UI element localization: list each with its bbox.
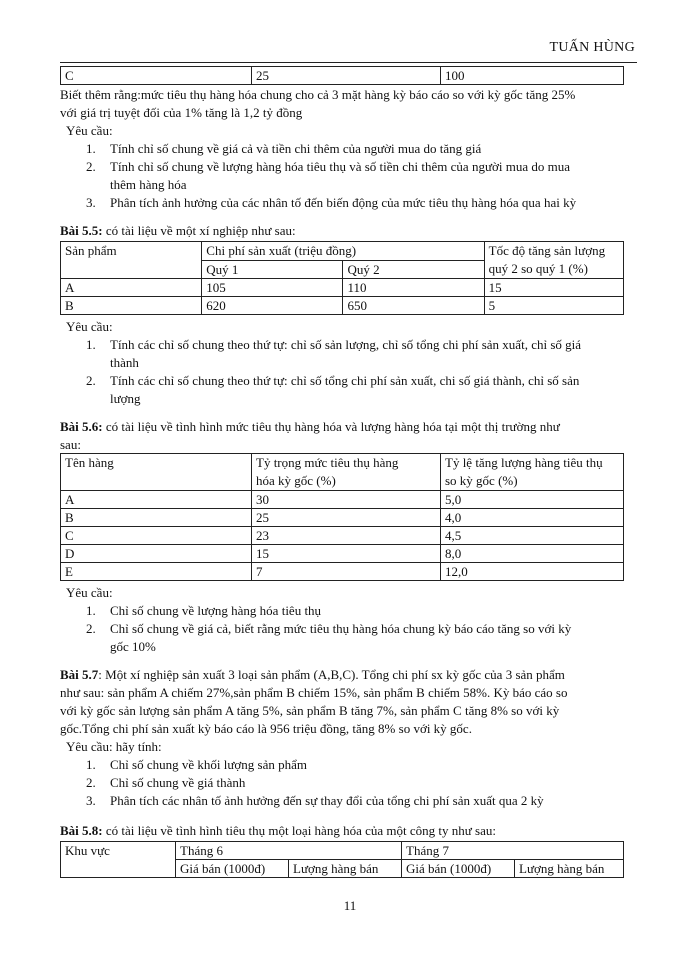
table-cell: C: [61, 527, 252, 545]
table-header: Tỷ trọng mức tiêu thụ hàng hóa kỳ gốc (%): [252, 454, 441, 491]
table-cell: B: [61, 297, 202, 315]
table-cell: 8,0: [441, 545, 624, 563]
list-item: Tính chỉ số chung về lượng hàng hóa tiêu thụ và số tiền chi thêm của người mua do mua: [110, 159, 570, 174]
list-number: 2.: [86, 775, 96, 790]
table-header: Sản phẩm: [61, 242, 202, 279]
exercise-desc: có tài liệu về tình hình tiêu thụ một loại hàng hóa của một công ty như sau:: [102, 823, 496, 838]
table-row: [61, 509, 624, 527]
table-cell: 23: [252, 527, 441, 545]
exercise-title: Bài 5.6:: [60, 419, 103, 434]
exercise-desc: có tài liệu về tình hình mức tiêu thụ hàng hóa và lượng hàng hóa tại một thị trường như: [102, 419, 560, 434]
table-header: Khu vực: [61, 842, 176, 878]
table-row: [61, 279, 624, 297]
list-number: 2.: [86, 373, 96, 388]
table-header: Giá bán (1000đ): [176, 860, 289, 878]
table-cell: 30: [252, 491, 441, 509]
table-cell: 25: [252, 509, 441, 527]
page-header: [60, 38, 637, 63]
table-cell: 620: [202, 297, 343, 315]
table-header: Tháng 6: [176, 842, 402, 860]
table-header: Lượng hàng bán: [515, 860, 624, 878]
top-table: [60, 66, 624, 85]
requirement-label: Yêu cầu: hãy tính:: [66, 739, 162, 754]
exercise-heading: [60, 222, 630, 240]
table-row: [61, 563, 624, 581]
list-number: 1.: [86, 337, 96, 352]
list-item: Chỉ số chung về giá cả, biết rằng mức tiêu thụ hàng hóa chung kỳ báo cáo tăng so với kỳ: [110, 621, 572, 636]
table-cell: 15: [252, 545, 441, 563]
table-cell: 12,0: [441, 563, 624, 581]
list-item: Chỉ số chung về lượng hàng hóa tiêu thụ: [110, 603, 322, 618]
intro-line: Biết thêm rằng:mức tiêu thụ hàng hóa chung cho cả 3 mặt hàng kỳ báo cáo so với kỳ gốc tăng 25%: [60, 87, 576, 102]
list-item: thành: [110, 355, 139, 370]
author-name: TUẤN HÙNG: [549, 40, 635, 55]
production-cost-table: [60, 241, 624, 315]
requirement-label: Yêu cầu:: [66, 585, 113, 600]
table-header: Tháng 7: [402, 842, 624, 860]
exercise-title: Bài 5.5:: [60, 223, 103, 238]
table-header: Giá bán (1000đ): [402, 860, 515, 878]
list-item: Phân tích các nhân tố ảnh hưởng đến sự thay đổi của tổng chi phí sản xuất qua 2 kỳ: [110, 793, 544, 808]
list-number: 1.: [86, 603, 96, 618]
table-cell: C: [61, 67, 252, 85]
table-header: Chi phí sản xuất (triệu đồng): [202, 242, 484, 261]
exercise-heading: [60, 822, 630, 840]
requirement-label: Yêu cầu:: [66, 123, 113, 138]
table-header: Tên hàng: [61, 454, 252, 491]
table-cell: 110: [343, 279, 484, 297]
table-cell: A: [61, 491, 252, 509]
exercise-desc: có tài liệu về một xí nghiệp như sau:: [102, 223, 296, 238]
table-cell: 5: [484, 297, 623, 315]
table-header: Tỷ lệ tăng lượng hàng tiêu thụ so kỳ gốc (%): [441, 454, 624, 491]
exercise-title: Bài 5.7: [60, 667, 99, 682]
table-cell: E: [61, 563, 252, 581]
exercise-desc: : Một xí nghiệp sản xuất 3 loại sản phẩm (A,B,C). Tổng chi phí sx kỳ gốc của 3 sản phẩm: [98, 667, 565, 682]
table-row: [61, 491, 624, 509]
table-cell: 4,5: [441, 527, 624, 545]
table-cell: A: [61, 279, 202, 297]
sales-table: [60, 841, 624, 878]
table-header: Tốc độ tăng sản lượng quý 2 so quý 1 (%): [484, 242, 623, 279]
list-number: 2.: [86, 621, 96, 636]
table-row: [61, 67, 624, 85]
list-item: gốc 10%: [110, 639, 156, 654]
page-number: 11: [343, 898, 357, 913]
table-cell: B: [61, 509, 252, 527]
list-number: 1.: [86, 141, 96, 156]
exercise-desc-cont: gốc.Tổng chi phí sản xuất kỳ báo cáo là 956 triệu đồng, tăng 8% so với kỳ gốc.: [60, 721, 472, 736]
table-header: Quý 1: [202, 260, 343, 279]
list-item: Chỉ số chung về khối lượng sản phẩm: [110, 757, 307, 772]
table-row: [61, 527, 624, 545]
list-item: lượng: [110, 391, 141, 406]
list-item: thêm hàng hóa: [110, 177, 187, 192]
table-header: Lượng hàng bán: [289, 860, 402, 878]
intro-line: với giá trị tuyệt đối của 1% tăng là 1,2 tỷ đồng: [60, 105, 303, 120]
table-cell: 15: [484, 279, 623, 297]
table-row: [61, 545, 624, 563]
list-item: Tính các chỉ số chung theo thứ tự: chỉ số sản lượng, chỉ số tổng chi phí sản xuất, chỉ số giá: [110, 337, 582, 352]
exercise-title: Bài 5.8:: [60, 823, 103, 838]
table-cell: 105: [202, 279, 343, 297]
exercise-heading: [60, 666, 630, 684]
list-number: 3.: [86, 793, 96, 808]
list-item: Chỉ số chung về giá thành: [110, 775, 246, 790]
table-cell: 25: [252, 67, 441, 85]
table-cell: D: [61, 545, 252, 563]
exercise-desc-cont: sau:: [60, 437, 81, 452]
exercise-desc-cont: với kỳ gốc sản lượng sản phẩm A tăng 5%, sản phẩm B tăng 7%, sản phẩm C tăng 8% so với kỳ: [60, 703, 560, 718]
list-number: 3.: [86, 195, 96, 210]
requirement-label: Yêu cầu:: [66, 319, 113, 334]
table-cell: 4,0: [441, 509, 624, 527]
consumption-table: [60, 453, 624, 581]
table-cell: 5,0: [441, 491, 624, 509]
table-cell: 650: [343, 297, 484, 315]
exercise-desc-cont: như sau: sản phẩm A chiếm 27%,sản phẩm B chiếm 15%, sản phẩm B chiếm 58%. Kỳ báo cáo so: [60, 685, 568, 700]
list-item: Tính chỉ số chung về giá cả và tiền chi thêm của người mua do tăng giá: [110, 141, 482, 156]
list-item: Tính các chỉ số chung theo thứ tự: chỉ số tổng chi phí sản xuất, chi số giá thành, chỉ số sản: [110, 373, 580, 388]
table-header: Quý 2: [343, 260, 484, 279]
table-row: [61, 297, 624, 315]
list-item: Phân tích ảnh hưởng của các nhân tố đến biến động của mức tiêu thụ hàng hóa qua hai kỳ: [110, 195, 577, 210]
table-cell: 7: [252, 563, 441, 581]
list-number: 1.: [86, 757, 96, 772]
table-cell: 100: [441, 67, 624, 85]
list-number: 2.: [86, 159, 96, 174]
exercise-heading: [60, 418, 630, 436]
